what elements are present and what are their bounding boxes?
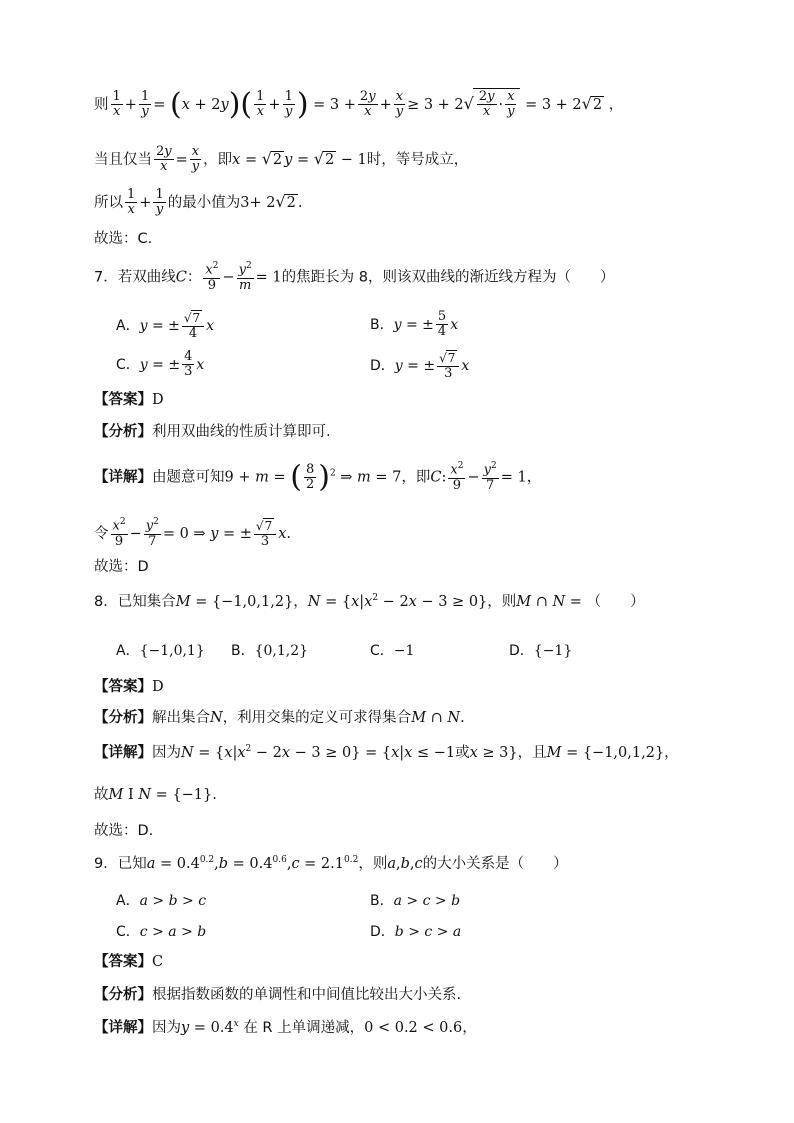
q9-answer: 【答案】C — [94, 954, 164, 970]
q7-detail: 【详解】由题意可知9 + m = ( $\frac{8}{2}$ )$^2$ ⇒ m = 7，即C: $\frac{x^2}{9}$ − $\frac{y^2}{7}$ = 1， — [94, 459, 542, 495]
q8-option-a[interactable]: A．{−1,0,1} — [116, 643, 205, 659]
q7-final: 故选：D — [94, 559, 149, 575]
answer-line: 故选：C. — [94, 231, 153, 247]
question-9-stem: 9．已知$a = 0.4^{0.2},b = 0.4^{0.6},c = 2.1^{0.2}$，则a,b,c的大小关系是（ ） — [94, 855, 568, 872]
q9-option-b[interactable]: B．a > c > b — [370, 893, 461, 909]
q9-analysis: 【分析】根据指数函数的单调性和中间值比较出大小关系. — [94, 987, 462, 1003]
q8-option-b[interactable]: B．{0,1,2} — [231, 643, 309, 659]
q8-detail: 【详解】因为$N = \{x|x^2 - 2x - 3 \ge 0\} = \{x|x \le -1$或x ≥ 3}，且M = {−1,0,1,2}， — [94, 744, 679, 761]
solution-line-2: 当且仅当 $\frac{2y}{x}$ = $\frac{x}{y}$ ，即x = √2 y = √2 − 1时，等号成立， — [94, 144, 469, 175]
solution-line-3: 所以 $\frac{1}{x}$ + $\frac{1}{y}$ 的最小值为3+ 2√2 . — [94, 187, 303, 218]
q8-answer: 【答案】D — [94, 679, 164, 695]
q7-option-a[interactable]: A．y = ± $\frac{√7}{4}$ x — [116, 311, 215, 342]
q8-detail-2: 故M I N = {−1}. — [94, 787, 217, 803]
question-7-stem: 7．若双曲线C： $\frac{x^2}{9}$ − $\frac{y^2}{m}$ = 1的焦距长为 8，则该双曲线的渐近线方程为（ ） — [94, 261, 615, 293]
q8-option-d[interactable]: D．{−1} — [509, 643, 573, 659]
q9-option-d[interactable]: D．b > c > a — [370, 924, 462, 940]
q7-option-c[interactable]: C．y = ± $\frac{4}{3}$ x — [116, 349, 205, 380]
solution-line-1: 则 $\frac{1}{x}$ + $\frac{1}{y}$ = (x + 2y)( $\frac{1}{x}$ + $\frac{1}{y}$ ) = 3 + $\frac{2y}{x}$ + $\frac{x}{y}$ ≥ 3 + 2√ $\frac{2y}{x}$ · $\frac{x}{y}$ = 3 + 2√2 ， — [94, 86, 624, 122]
q8-analysis: 【分析】解出集合N，利用交集的定义可求得集合M ∩ N. — [94, 710, 465, 726]
q7-option-b[interactable]: B．y = ± $\frac{5}{4}$ x — [370, 309, 459, 340]
q7-detail-2: 令 $\frac{x^2}{9}$ − $\frac{y^2}{7}$ = 0 ⇒ y = ± $\frac{√7}{3}$ x. — [94, 517, 292, 550]
q7-option-d[interactable]: D．y = ± $\frac{√7}{3}$ x — [370, 351, 470, 382]
q7-answer: 【答案】D — [94, 392, 164, 408]
q8-option-c[interactable]: C．−1 — [370, 643, 415, 659]
q7-analysis: 【分析】利用双曲线的性质计算即可. — [94, 424, 331, 440]
q9-detail: 【详解】因为$y = 0.4^x$ 在 R 上单调递减，0 < 0.2 < 0.6， — [94, 1019, 477, 1036]
q9-option-c[interactable]: C．c > a > b — [116, 924, 207, 940]
q9-option-a[interactable]: A．a > b > c — [116, 893, 207, 909]
question-8-stem: 8．已知集合M = {−1,0,1,2}，$N = \{x|x^2 - 2x - 3 \ge 0\}$，则M ∩ N = （ ） — [94, 593, 645, 610]
q8-final: 故选：D. — [94, 823, 154, 839]
